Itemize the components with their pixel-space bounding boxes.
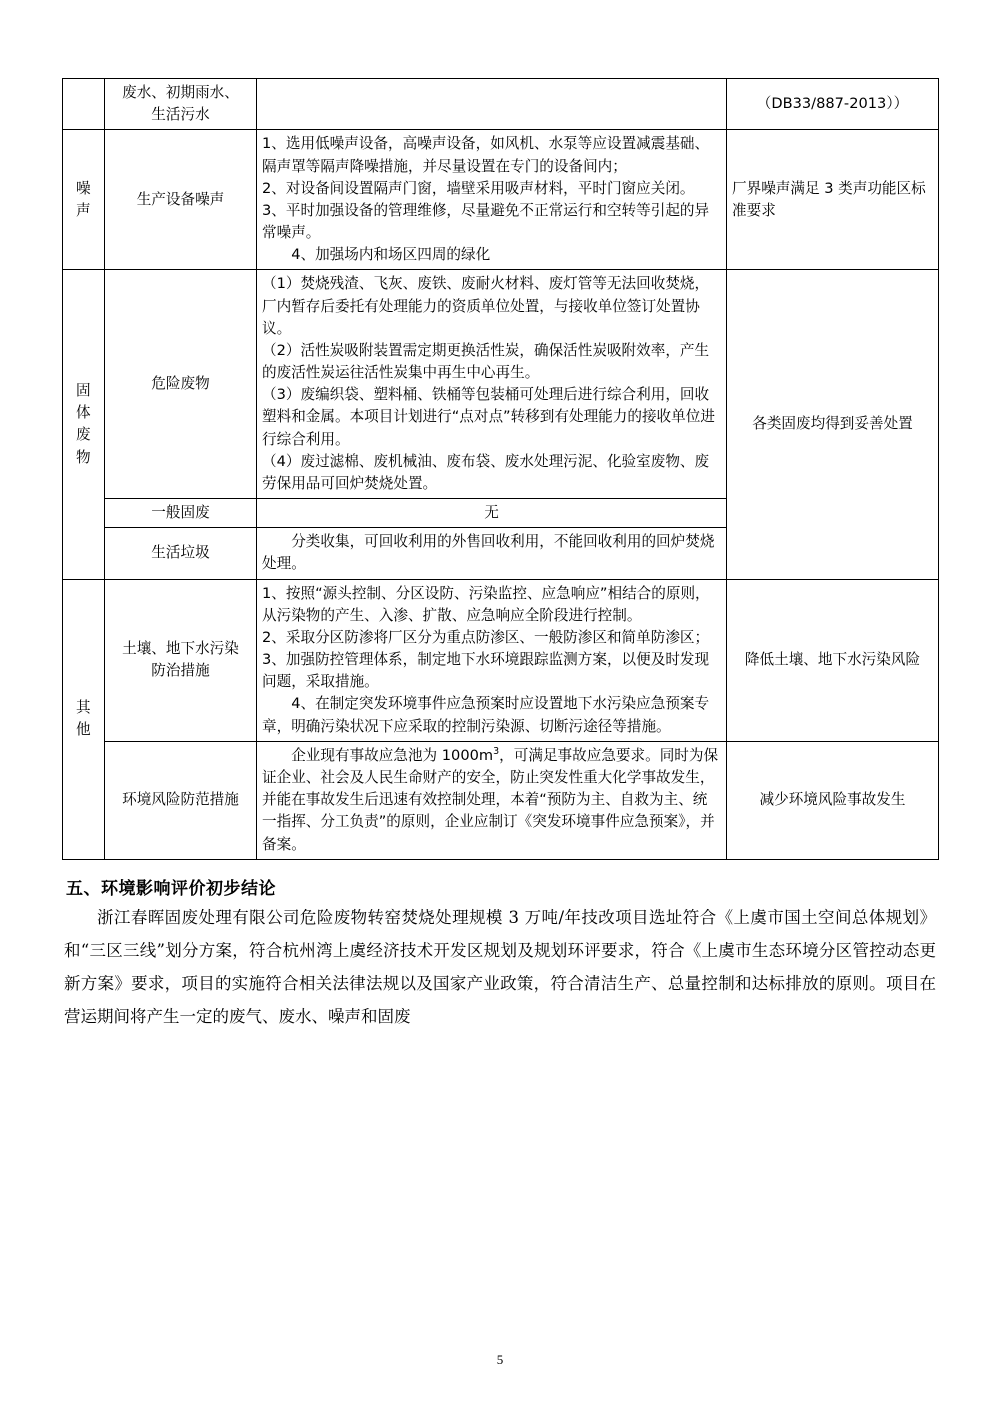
measure-item: （4）废过滤棉、废机械油、废布袋、废水处理污泥、化验室废物、废劳保用品可回炉焚烧处置。 bbox=[262, 452, 710, 492]
row-measures-wastewater bbox=[257, 79, 727, 130]
row-category-waterwaste bbox=[63, 79, 105, 130]
measure-item: （2）活性炭吸附装置需定期更换活性炭，确保活性炭吸附效率，产生的废活性炭运往活性炭集中再生中心再生。 bbox=[262, 341, 710, 382]
row-name-hazardous-waste: 危险废物 bbox=[105, 270, 257, 499]
page-number: 5 bbox=[496, 1352, 504, 1367]
section-paragraph: 浙江春晖固废处理有限公司危险废物转窑焚烧处理规模 3 万吨/年技改项目选址符合《上虞市国土空间总体规划》和“三区三线”划分方案，符合杭州湾上虞经济技术开发区规划及规划环评要求，符合《上虞市生态环境分区管控动态更新方案》要求，项目的实施符合相关法律法规以及国家产业政策，符合清洁生产、总量控制和达标排放的原则。项目在营运期间将产生一定的废气、废水、噪声和固废 bbox=[64, 907, 936, 1026]
table-row bbox=[63, 79, 939, 130]
row-measures-noise bbox=[257, 130, 727, 270]
row-name-line1: 土壤、地下水污染 bbox=[122, 640, 239, 658]
row-measures-general-waste: 无 bbox=[257, 499, 727, 528]
category-char: 废 bbox=[75, 426, 92, 444]
table-row bbox=[63, 270, 939, 499]
measure-item: 3、平时加强设备的管理维修，尽量避免不正常运行和空转等引起的异常噪声。 bbox=[262, 201, 710, 242]
row-category-noise bbox=[63, 130, 105, 270]
row-effect-wastewater: （DB33/887-2013）） bbox=[727, 79, 939, 130]
row-name-line1: 废水、初期雨水、 bbox=[122, 84, 239, 101]
row-name-general-waste: 一般固废 bbox=[105, 499, 257, 528]
measure-item: 4、加强场内和场区四周的绿化 bbox=[291, 246, 491, 264]
section-heading: 五、环境影响评价初步结论 bbox=[66, 878, 276, 899]
category-char: 他 bbox=[75, 721, 92, 739]
table-row bbox=[63, 579, 939, 741]
measure-item: 1、选用低噪声设备，高噪声设备，如风机、水泵等应设置减震基础、隔声罩等隔声降噪措施，并尽量设置在专门的设备间内； bbox=[262, 135, 710, 175]
row-name-line2: 防治措施 bbox=[151, 662, 210, 680]
measure-item: 3、加强防控管理体系，制定地下水环境跟踪监测方案，以便及时发现问题，采取措施。 bbox=[262, 651, 710, 691]
measure-item: 1、按照“源头控制、分区设防、污染监控、应急响应”相结合的原则，从污染物的产生、入渗、扩散、应急响应全阶段进行控制。 bbox=[262, 584, 710, 624]
measure-item: （1）焚烧残渣、飞灰、废铁、废耐火材料、废灯管等无法回收焚烧，厂内暂存后委托有处理能力的资质单位处置，与接收单位签订处置协议。 bbox=[262, 275, 710, 337]
row-category-other bbox=[63, 579, 105, 859]
measure-item: （3）废编织袋、塑料桶、铁桶等包装桶可处理后进行综合利用，回收塑料和金属。本项目计划进行“点对点”转移到有处理能力的接收单位进行综合利用。 bbox=[262, 386, 715, 448]
row-measures-hazardous-waste bbox=[257, 270, 727, 499]
row-effect-solid-waste: 各类固废均得到妥善处置 bbox=[727, 270, 939, 579]
row-name-risk-prevention: 环境风险防范措施 bbox=[105, 741, 257, 859]
category-char: 声 bbox=[75, 201, 92, 219]
measure-item: 2、采取分区防渗将厂区分为重点防渗区、一般防渗区和简单防渗区； bbox=[262, 628, 710, 646]
row-name-line2: 生活污水 bbox=[151, 106, 210, 124]
row-category-solid-waste bbox=[63, 270, 105, 579]
measure-item: 分类收集，可回收利用的外售回收利用，不能回收利用的回炉焚烧处理。 bbox=[262, 533, 715, 573]
category-char: 固 bbox=[75, 382, 92, 400]
category-char: 其 bbox=[75, 698, 92, 716]
row-name-equipment-noise: 生产设备噪声 bbox=[105, 130, 257, 270]
row-effect-noise: 厂界噪声满足 3 类声功能区标准要求 bbox=[727, 130, 939, 270]
pollution-control-table bbox=[62, 78, 939, 860]
row-measures-risk-prevention bbox=[257, 741, 727, 859]
category-char: 体 bbox=[75, 404, 92, 422]
row-name-wastewater bbox=[105, 79, 257, 130]
row-measures-domestic-garbage bbox=[257, 528, 727, 579]
row-effect-risk-prevention: 减少环境风险事故发生 bbox=[727, 741, 939, 859]
row-name-soil-groundwater bbox=[105, 579, 257, 741]
category-char: 噪 bbox=[75, 179, 92, 197]
measure-item: 4、在制定突发环境事件应急预案时应设置地下水污染应急预案专章，明确污染状况下应采取的控制污染源、切断污途径等措施。 bbox=[262, 695, 710, 735]
measure-item: 企业现有事故应急池为 $1000m^3$，可满足事故应急要求。同时为保证企业、社会及人民生命财产的安全，防止突发性重大化学事故发生，并能在事故发生后迅速有效控制处理，本着“预防为主、自救为主、统一指挥、分工负责”的原则，企业应制订《突发环境事件应急预案》，并备案。 bbox=[262, 745, 719, 853]
table-row bbox=[63, 741, 939, 859]
row-effect-soil-groundwater: 降低土壤、地下水污染风险 bbox=[727, 579, 939, 741]
category-char: 物 bbox=[75, 448, 92, 466]
measure-item: 2、对设备间设置隔声门窗，墙壁采用吸声材料，平时门窗应关闭。 bbox=[262, 179, 695, 197]
row-measures-soil-groundwater bbox=[257, 579, 727, 741]
table-row bbox=[63, 130, 939, 270]
row-name-domestic-garbage: 生活垃圾 bbox=[105, 528, 257, 579]
